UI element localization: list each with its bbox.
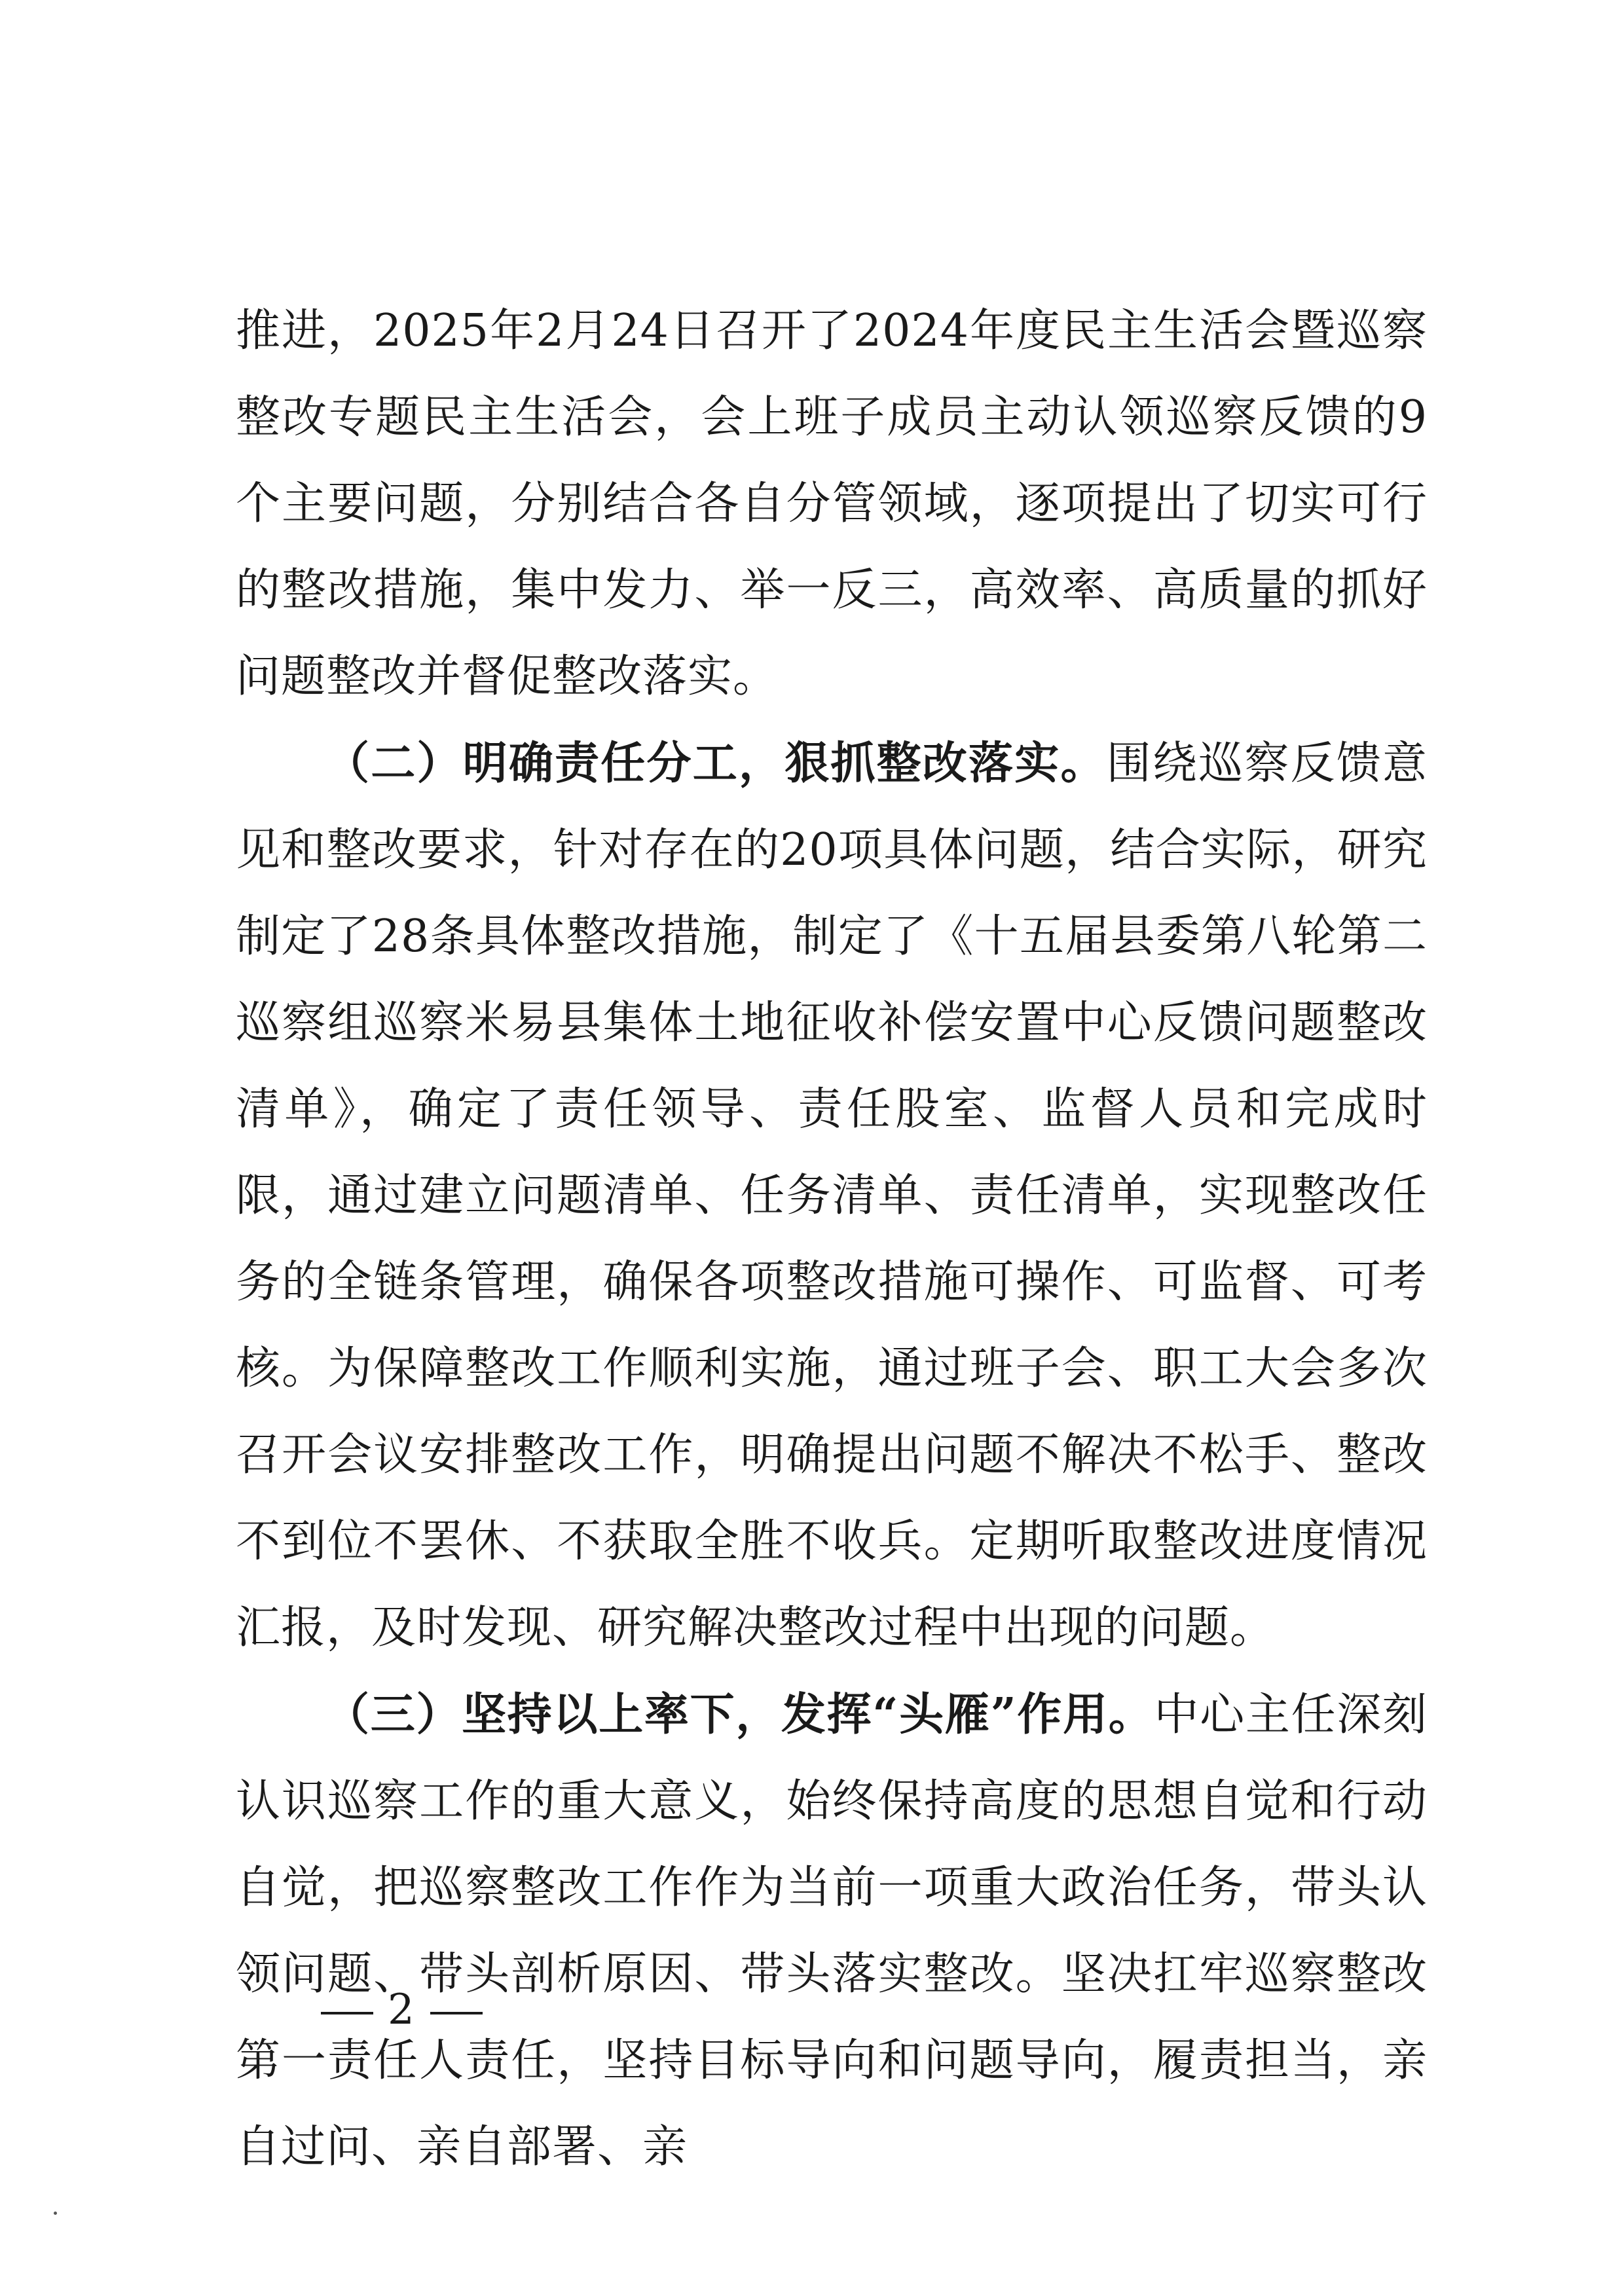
section-heading-2: （二）明确责任分工，狠抓整改落实。 — [325, 737, 1107, 790]
page-number-footer — [321, 1984, 483, 2036]
scan-speck — [54, 2212, 57, 2215]
section-heading-3: （三）坚持以上率下，发挥“头雁”作用。 — [325, 1688, 1154, 1741]
paragraph-3 — [236, 1671, 1428, 2191]
page-number-left-dash — [321, 2012, 373, 2014]
paragraph-3-text: 中心主任深刻认识巡察工作的重大意义，始终保持高度的思想自觉和行动自觉，把巡察整改工作作为当前一项重大政治任务，带头认领问题、带头剖析原因、带头落实整改。坚决扛牢巡察整改第一责任人责任，坚持目标导向和问题导向，履责担当，亲自过问、亲自部署、亲 — [236, 1689, 1428, 2173]
document-body — [236, 288, 1428, 2191]
paragraph-2-text: 围绕巡察反馈意见和整改要求，针对存在的20项具体问题，结合实际，研究制定了28条具体整改措施，制定了《十五届县委第八轮第二巡察组巡察米易县集体土地征收补偿安置中心反馈问题整改清单》，确定了责任领导、责任股室、监督人员和完成时限，通过建立问题清单、任务清单、责任清单，实现整改任务的全链条管理，确保各项整改措施可操作、可监督、可考核。为保障整改工作顺利实施，通过班子会、职工大会多次召开会议安排整改工作，明确提出问题不解决不松手、整改不到位不罢休、不获取全胜不收兵。定期听取整改进度情况汇报，及时发现、研究解决整改过程中出现的问题。 — [236, 738, 1428, 1654]
page-number-right-dash — [430, 2012, 483, 2014]
paragraph-1-text: 推进，2025年2月24日召开了2024年度民主生活会暨巡察整改专题民主生活会，会上班子成员主动认领巡察反馈的9个主要问题，分别结合各自分管领域，逐项提出了切实可行的整改措施，集中发力、举一反三，高效率、高质量的抓好问题整改并督促整改落实。 — [236, 305, 1428, 702]
paragraph-1 — [236, 288, 1428, 720]
page-number: 2 — [388, 1986, 416, 2034]
paragraph-2 — [236, 720, 1428, 1671]
